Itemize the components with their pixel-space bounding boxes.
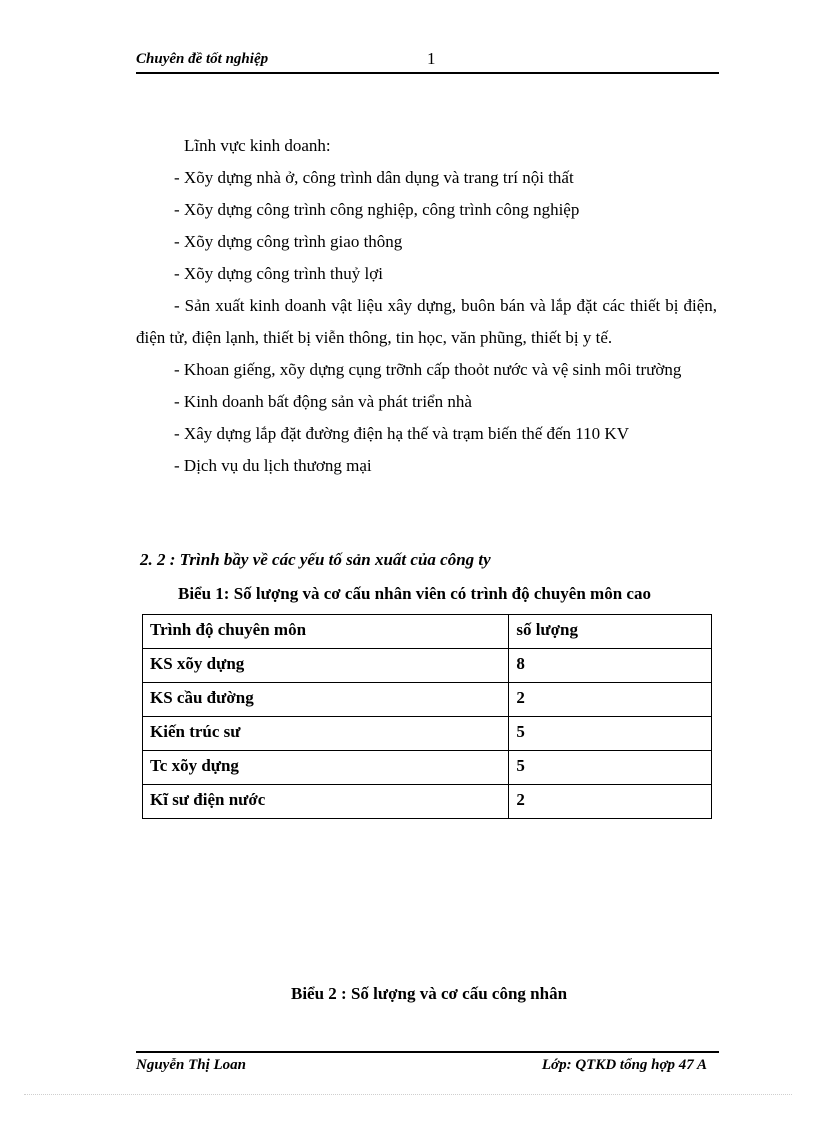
business-item: - Xõy dựng nhà ở, công trình dân dụng và trang trí nội thất [174,168,574,187]
business-item: - Xõy dựng công trình giao thông [174,232,403,251]
table-2-caption: Biểu 2 : Số lượng và cơ cấu công nhân [291,984,568,1003]
table-header-cell: Trình độ chuyên môn [143,615,509,649]
page-footer [136,1051,719,1083]
table-cell: 5 [509,717,712,751]
table-row [143,683,712,717]
business-item: - Kinh doanh bất động sản và phát triển nhà [174,392,472,411]
page-header [136,48,719,74]
page-number: 1 [427,49,436,68]
business-paragraph: - Sản xuất kinh doanh vật liệu xây dựng, buôn bán và lắp đặt các thiết bị điện, điện tử, điện lạnh, thiết bị viễn thông, tin học, văn phũng, thiết bị y tế. [136,296,717,347]
table-row [143,785,712,819]
table-cell: KS cầu đường [143,683,509,717]
footer-author: Nguyễn Thị Loan [136,1057,247,1073]
table-cell: Kiến trúc sư [143,717,509,751]
table-1-caption: Biểu 1: Số lượng và cơ cấu nhân viên có trình độ chuyên môn cao [178,584,651,603]
section-heading: 2. 2 : Trình bầy về các yếu tố sản xuất của công ty [140,550,491,569]
table-cell: Tc xõy dựng [143,751,509,785]
table-cell: KS xõy dựng [143,649,509,683]
table-row [143,751,712,785]
business-item: - Xõy dựng công trình công nghiệp, công trình công nghiệp [174,200,580,219]
footer-class: Lớp: QTKD tổng hợp 47 A [541,1057,707,1073]
business-paragraph: - Khoan giếng, xõy dựng cụng trỡnh cấp thoỏt nước và vệ sinh môi trường [174,360,682,379]
body-text [136,130,717,482]
table-cell: 2 [509,683,712,717]
header-title: Chuyên đề tốt nghiệp [136,51,269,67]
table-row [143,717,712,751]
page-edge-divider [24,1094,792,1095]
business-item: - Xõy dựng công trình thuỷ lợi [174,264,383,283]
intro-line: Lĩnh vực kinh doanh: [184,136,331,155]
table-row [143,649,712,683]
table-cell: Kĩ sư điện nước [143,785,509,819]
table-header-row [143,615,712,649]
table-cell: 8 [509,649,712,683]
staff-qualification-table [142,614,712,819]
table-cell: 5 [509,751,712,785]
business-item: - Xây dựng lắp đặt đường điện hạ thế và trạm biến thế đến 110 KV [174,424,629,443]
business-item: - Dịch vụ du lịch thương mại [174,456,372,475]
table-header-cell: số lượng [509,615,712,649]
table-cell: 2 [509,785,712,819]
